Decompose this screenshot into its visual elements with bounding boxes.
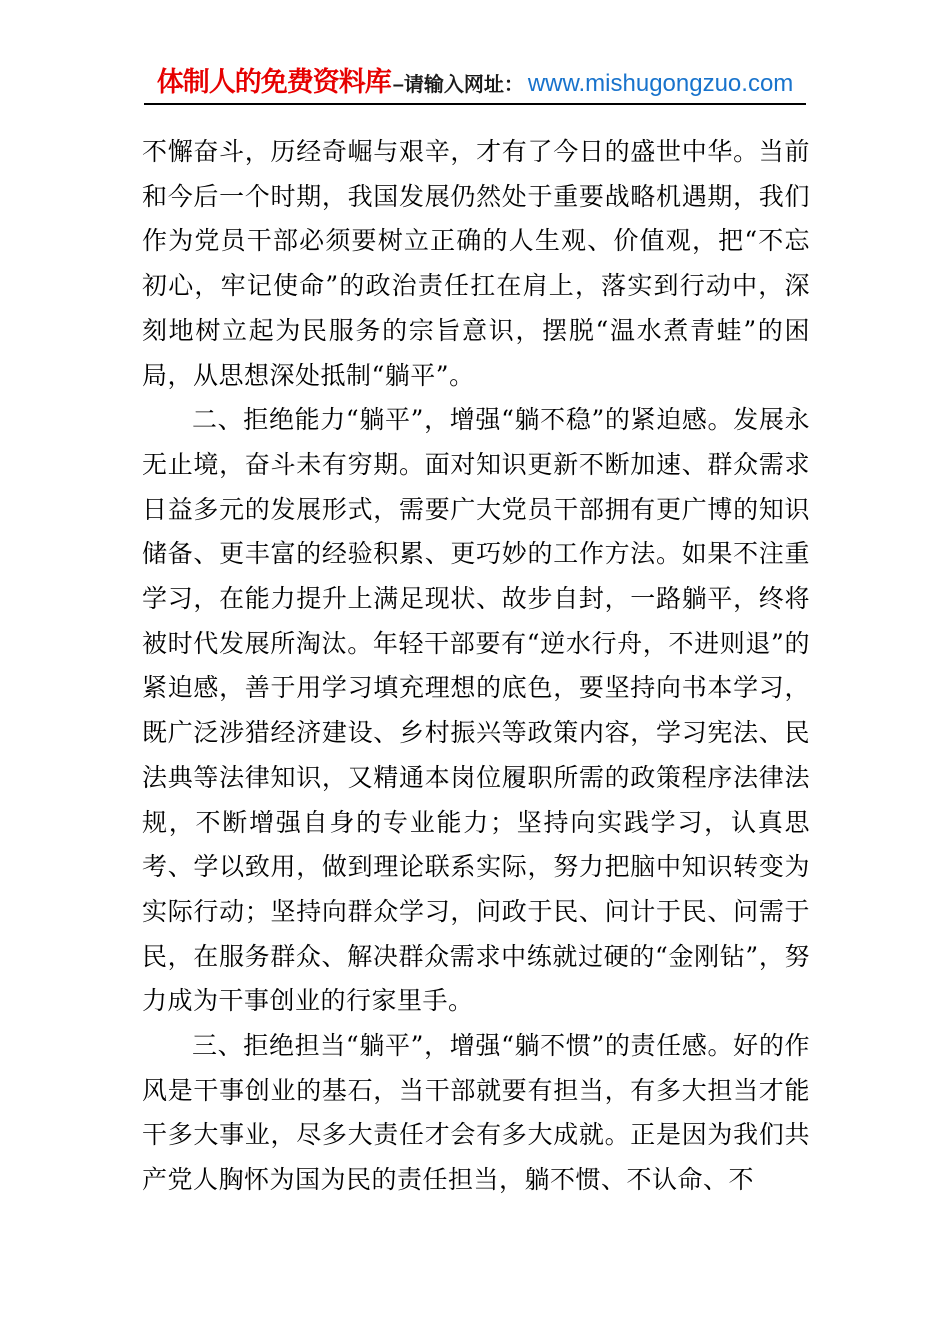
- url-prompt-label: –请输入网址：: [392, 74, 524, 96]
- paragraph: 二、拒绝能力“躺平”，增强“躺不稳”的紧迫感。发展永无止境，奋斗未有穷期。面对知识更新不断加速、群众需求日益多元的发展形式，需要广大党员干部拥有更广博的知识储备、更丰富的经验积累、更巧妙的工作方法。如果不注重学习，在能力提升上满足现状、故步自封，一路躺平，终将被时代发展所淘汰。年轻干部要有“逆水行舟，不进则退”的紧迫感，善于用学习填充理想的底色，要坚持向书本学习，既广泛涉猎经济建设、乡村振兴等政策内容，学习宪法、民法典等法律知识，又精通本岗位履职所需的政策程序法律法规，不断增强自身的专业能力；坚持向实践学习，认真思考、学以致用，做到理论联系实际，努力把脑中知识转变为实际行动；坚持向群众学习，问政于民、问计于民、问需于民，在服务群众、解决群众需求中练就过硬的“金刚钻”，努力成为干事创业的行家里手。: [142, 405, 810, 1016]
- document-body-text: [142, 130, 810, 1203]
- header-divider-rule: [144, 103, 806, 105]
- site-url-link[interactable]: www.mishugongzuo.com: [527, 70, 794, 97]
- site-brand-title: 体制人的免费资料库: [156, 67, 391, 97]
- paragraph: 不懈奋斗，历经奇崛与艰辛，才有了今日的盛世中华。当前和今后一个时期，我国发展仍然处于重要战略机遇期，我们作为党员干部必须要树立正确的人生观、价值观，把“不忘初心，牢记使命”的政治责任扛在肩上，落实到行动中，深刻地树立起为民服务的宗旨意识，摆脱“温水煮青蛙”的困局，从思想深处抵制“躺平”。: [142, 137, 810, 390]
- paragraph: 三、拒绝担当“躺平”，增强“躺不惯”的责任感。好的作风是干事创业的基石，当干部就要有担当，有多大担当才能干多大事业，尽多大责任才会有多大成就。正是因为我们共产党人胸怀为国为民的责任担当，躺不惯、不认命、不: [142, 1031, 810, 1195]
- page-header: [0, 60, 950, 99]
